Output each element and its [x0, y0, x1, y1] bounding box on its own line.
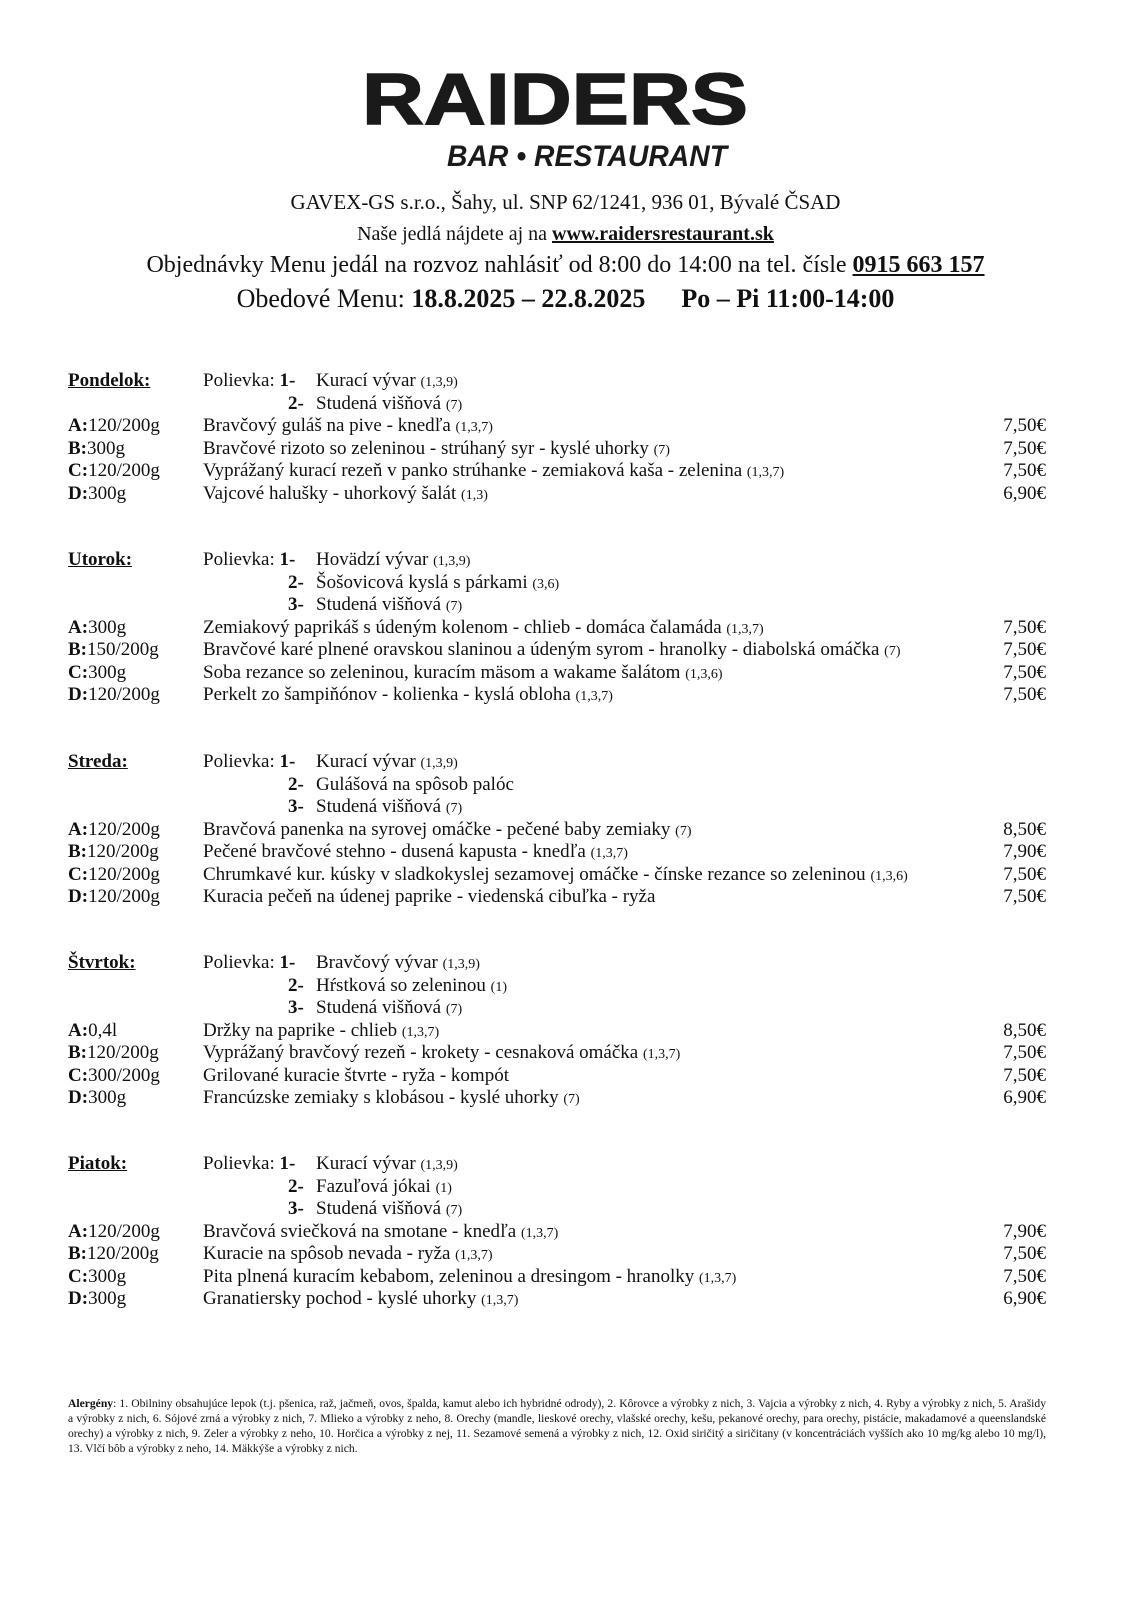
- meal-price: 7,50€: [1003, 886, 1046, 907]
- meal-name: Grilované kuracie štvrte - ryža - kompót: [203, 1064, 509, 1086]
- day-name: Streda:: [68, 751, 128, 772]
- soup-allergens: (1): [435, 1180, 452, 1196]
- meal-allergens: (1,3,7): [642, 1047, 681, 1062]
- meal-price: 7,50€: [1003, 661, 1046, 683]
- meal-allergens: (1,3,6): [685, 666, 723, 682]
- meal-code: C:120/200g: [68, 460, 160, 481]
- soup-allergens: (7): [445, 801, 463, 816]
- meal-price: 7,50€: [1003, 1243, 1046, 1264]
- day-name: Pondelok:: [68, 370, 151, 391]
- soup-name: Kurací vývar (1,3,9): [316, 370, 458, 391]
- meal-allergens: (1,3,7): [520, 1225, 559, 1241]
- meal-allergens: (1,3,7): [590, 846, 628, 861]
- meal-row: [0, 840, 1131, 863]
- meal-price: 7,90€: [1003, 1220, 1046, 1242]
- meal-row: [0, 818, 1131, 841]
- soup-allergens: (3,6): [532, 576, 560, 592]
- soup-row: [0, 1175, 1131, 1198]
- meal-row: [0, 616, 1131, 639]
- meal-name: Pita plnená kuracím kebabom, zeleninou a dresingom - hranolky (1,3,7): [203, 1265, 737, 1287]
- logo-tagline: BAR • RESTAURANT: [447, 140, 730, 173]
- soup-number: 3-: [288, 1198, 304, 1219]
- meal-code: C:120/200g: [68, 863, 160, 885]
- meal-price: 8,50€: [1003, 1019, 1046, 1041]
- meal-price: 6,90€: [1003, 1288, 1046, 1309]
- meal-row: [0, 661, 1131, 684]
- meal-code: D:300g: [68, 482, 127, 504]
- soup-allergens: (1,3,9): [433, 554, 471, 569]
- meal-price: 6,90€: [1003, 1087, 1046, 1108]
- meal-price: 7,50€: [1003, 1042, 1046, 1063]
- meal-price: 8,50€: [1003, 818, 1046, 840]
- meal-price: 7,50€: [1003, 639, 1046, 660]
- soup-row: [0, 750, 1131, 773]
- orders-phone[interactable]: 0915 663 157: [852, 252, 985, 278]
- meal-row: [0, 1086, 1131, 1109]
- website-line: [0, 223, 1131, 246]
- soup-allergens: (7): [445, 599, 463, 614]
- meal-name: Soba rezance so zeleninou, kuracím mäsom a wakame šalátom (1,3,6): [203, 661, 723, 683]
- meal-price: 7,50€: [1003, 437, 1046, 459]
- soup-name: Šošovicová kyslá s párkami (3,6): [316, 571, 560, 593]
- soup-allergens: (7): [445, 1002, 463, 1017]
- soup-name: Studená višňová (7): [316, 1198, 463, 1219]
- meal-price: 7,50€: [1003, 616, 1046, 638]
- allergens-label: Alergény: [68, 1397, 114, 1410]
- meal-row: [0, 1265, 1131, 1288]
- period-dates: 18.8.2025 – 22.8.2025: [411, 284, 646, 313]
- meal-allergens: (7): [675, 823, 692, 839]
- soup-label: Polievka: 1-: [203, 751, 296, 772]
- soup-label: Polievka: 1-: [203, 952, 296, 973]
- meal-row: [0, 863, 1131, 886]
- company-address: GAVEX-GS s.r.o., Šahy, ul. SNP 62/1241, 936 01, Bývalé ČSAD: [290, 190, 841, 214]
- soup-number: 3-: [288, 796, 304, 817]
- soup-allergens: (1,3,9): [420, 375, 458, 390]
- soup-row: [0, 951, 1131, 974]
- meal-name: Pečené bravčové stehno - dusená kapusta - knedľa (1,3,7): [203, 841, 628, 862]
- soup-name: Fazuľová jókai (1): [316, 1175, 452, 1197]
- raiders-logo: [355, 62, 755, 180]
- meal-name: Bravčové karé plnené oravskou slaninou a údeným syrom - hranolky - diabolská omáčka (7): [203, 639, 901, 660]
- soup-row: [0, 548, 1131, 571]
- meal-row: [0, 638, 1131, 661]
- orders-text: Objednávky Menu jedál na rozvoz nahlásiť od 8:00 do 14:00 na tel. čísle: [146, 252, 853, 278]
- soup-number: 3-: [288, 997, 304, 1018]
- meal-code: B:120/200g: [68, 841, 159, 862]
- soup-row: [0, 795, 1131, 818]
- meal-row: [0, 1242, 1131, 1265]
- soup-number: 2-: [288, 571, 304, 593]
- soup-allergens: (7): [445, 1203, 463, 1218]
- meal-code: A:120/200g: [68, 818, 160, 840]
- meal-row: [0, 885, 1131, 908]
- meal-allergens: (1,3,7): [726, 621, 764, 637]
- meal-allergens: (1,3,7): [455, 1248, 493, 1263]
- meal-price: 7,50€: [1003, 1265, 1046, 1287]
- meal-price: 7,50€: [1003, 460, 1046, 481]
- meal-allergens: (7): [653, 442, 670, 458]
- meal-code: C:300/200g: [68, 1064, 160, 1086]
- meal-name: Bravčový guláš na pive - knedľa (1,3,7): [203, 415, 493, 436]
- meal-row: [0, 437, 1131, 460]
- soup-number: 2-: [288, 974, 304, 996]
- meal-code: B:300g: [68, 437, 125, 459]
- soup-row: [0, 773, 1131, 796]
- meal-name: Držky na paprike - chlieb (1,3,7): [203, 1019, 440, 1041]
- meal-name: Bravčová panenka na syrovej omáčke - pečené baby zemiaky (7): [203, 818, 692, 840]
- menu-period: [0, 284, 1131, 314]
- meal-code: C:300g: [68, 1265, 127, 1287]
- meal-price: 6,90€: [1003, 482, 1046, 504]
- meal-name: Granatiersky pochod - kyslé uhorky (1,3,7): [203, 1288, 519, 1309]
- meal-row: [0, 482, 1131, 505]
- meal-price: 7,50€: [1003, 1064, 1046, 1086]
- meal-row: [0, 414, 1131, 437]
- soup-label: Polievka: 1-: [203, 549, 296, 570]
- soup-name: Bravčový vývar (1,3,9): [316, 952, 480, 973]
- meal-name: Vajcové halušky - uhorkový šalát (1,3): [203, 482, 488, 504]
- soup-name: Gulášová na spôsob palóc: [316, 773, 514, 795]
- soup-label: Polievka: 1-: [203, 370, 296, 391]
- meal-price: 7,50€: [1003, 863, 1046, 885]
- meal-allergens: (1,3): [461, 487, 488, 503]
- meal-name: Perkelt zo šampiňónov - kolienka - kyslá obloha (1,3,7): [203, 684, 613, 705]
- soup-name: Studená višňová (7): [316, 594, 463, 615]
- meal-name: Kuracia pečeň na údenej paprike - viedenská cibuľka - ryža: [203, 886, 656, 907]
- soup-allergens: (1,3,9): [420, 1158, 458, 1173]
- soup-number: 2-: [288, 392, 304, 414]
- meal-code: D:120/200g: [68, 886, 160, 907]
- soup-name: Kurací vývar (1,3,9): [316, 751, 458, 772]
- meal-price: 7,50€: [1003, 415, 1046, 436]
- meal-allergens: (1,3,7): [481, 1293, 519, 1308]
- meal-name: Zemiakový paprikáš s údeným kolenom - chlieb - domáca čalamáda (1,3,7): [203, 616, 764, 638]
- soup-allergens: (1,3,9): [420, 756, 458, 771]
- meal-name: Chrumkavé kur. kúsky v sladkokyslej sezamovej omáčke - čínske rezance so zeleninou (1,3,6): [203, 863, 908, 885]
- meal-allergens: (1,3,7): [575, 689, 613, 704]
- soup-name: Hovädzí vývar (1,3,9): [316, 549, 471, 570]
- meal-code: B:150/200g: [68, 639, 159, 660]
- meal-code: D:120/200g: [68, 684, 160, 705]
- day-name: Piatok:: [68, 1153, 128, 1174]
- soup-number: 2-: [288, 1175, 304, 1197]
- meal-code: A:120/200g: [68, 415, 160, 436]
- meal-code: D:300g: [68, 1087, 127, 1108]
- meal-allergens: (1,3,7): [746, 465, 785, 480]
- soup-name: Studená višňová (7): [316, 796, 463, 817]
- meal-row: [0, 459, 1131, 482]
- meal-allergens: (7): [884, 644, 901, 659]
- meal-name: Francúzske zemiaky s klobásou - kyslé uhorky (7): [203, 1087, 580, 1108]
- meal-code: B:120/200g: [68, 1042, 159, 1063]
- meal-row: [0, 683, 1131, 706]
- meal-code: D:300g: [68, 1288, 127, 1309]
- meal-name: Bravčová sviečková na smotane - knedľa (1,3,7): [203, 1220, 559, 1242]
- meal-name: Vyprážaný kurací rezeň v panko strúhanke - zemiaková kaša - zelenina (1,3,7): [203, 460, 785, 481]
- meal-price: 7,50€: [1003, 684, 1046, 705]
- soup-name: Hŕstková so zeleninou (1): [316, 974, 507, 996]
- soup-allergens: (1): [490, 979, 507, 995]
- meal-code: A:120/200g: [68, 1220, 160, 1242]
- period-hours: Po – Pi 11:00-14:00: [681, 284, 895, 313]
- soup-name: Studená višňová (7): [316, 392, 463, 414]
- website-link[interactable]: www.raidersrestaurant.sk: [552, 223, 774, 245]
- soup-row: [0, 593, 1131, 616]
- meal-allergens: (1,3,7): [401, 1024, 440, 1040]
- soup-row: [0, 996, 1131, 1019]
- allergens-text: : 1. Obilniny obsahujúce lepok (t.j. pšenica, raž, jačmeň, ovos, špalda, kamut alebo ich hybridné odrody), 2. Kôrovce a výrobky z nich, 3. Vajcia a výrobky z nich, 4. Ryby a výrobky z nich, 5. Arašidy a výrobky z nich, 6. Sójové zrná a výrobky z nich, 7. Mlieko a výrobky z neho, 8. Orechy (mandle, lieskové orechy, vlašské orechy, kešu, pekanové orechy, para orechy, pistácie, makadamové a queenslandské orechy) a výrobky z nich, 9. Zeler a výrobky z neho, 10. Horčica a výrobky z nej, 11. Sezamové semená a výrobky z nich, 12. Oxid siričitý a siričitany (v koncentráciách vyšších ako 10 mg/kg alebo 10 mg/l), 13. Vlčí bôb a výrobky z neho, 14. Mäkkýše a výrobky z nich.: [68, 1397, 1046, 1455]
- period-label: Obedové Menu:: [236, 284, 412, 313]
- meal-name: Vyprážaný bravčový rezeň - krokety - cesnaková omáčka (1,3,7): [203, 1042, 681, 1063]
- soup-row: [0, 1152, 1131, 1175]
- orders-line: [0, 252, 1131, 279]
- meal-allergens: (1,3,7): [455, 420, 493, 435]
- meal-row: [0, 1064, 1131, 1087]
- meal-name: Bravčové rizoto so zeleninou - strúhaný syr - kyslé uhorky (7): [203, 437, 670, 459]
- meal-allergens: (7): [563, 1092, 580, 1107]
- soup-number: 3-: [288, 594, 304, 615]
- day-name: Štvrtok:: [68, 952, 136, 973]
- meal-allergens: (1,3,6): [870, 868, 908, 884]
- soup-name: Kurací vývar (1,3,9): [316, 1153, 458, 1174]
- meal-allergens: (1,3,7): [698, 1270, 737, 1286]
- soup-allergens: (7): [445, 397, 463, 413]
- day-name: Utorok:: [68, 549, 133, 570]
- soup-name: Studená višňová (7): [316, 997, 463, 1018]
- soup-label: Polievka: 1-: [203, 1153, 296, 1174]
- meal-code: A:0,4l: [68, 1019, 118, 1041]
- meal-row: [0, 1220, 1131, 1243]
- soup-row: [0, 974, 1131, 997]
- soup-row: [0, 369, 1131, 392]
- soup-number: 2-: [288, 773, 304, 795]
- soup-row: [0, 392, 1131, 415]
- soup-row: [0, 1197, 1131, 1220]
- logo-brand: RAIDERS: [362, 62, 748, 140]
- meal-code: C:300g: [68, 661, 127, 683]
- meal-code: A:300g: [68, 616, 127, 638]
- meal-row: [0, 1287, 1131, 1310]
- soup-row: [0, 571, 1131, 594]
- meal-name: Kuracie na spôsob nevada - ryža (1,3,7): [203, 1243, 493, 1264]
- allergens-note: [68, 1396, 1046, 1456]
- meal-row: [0, 1019, 1131, 1042]
- website-prefix: Naše jedlá nájdete aj na: [357, 223, 553, 245]
- meal-row: [0, 1041, 1131, 1064]
- soup-allergens: (1,3,9): [442, 957, 480, 972]
- meal-price: 7,90€: [1003, 841, 1046, 862]
- meal-code: B:120/200g: [68, 1243, 159, 1264]
